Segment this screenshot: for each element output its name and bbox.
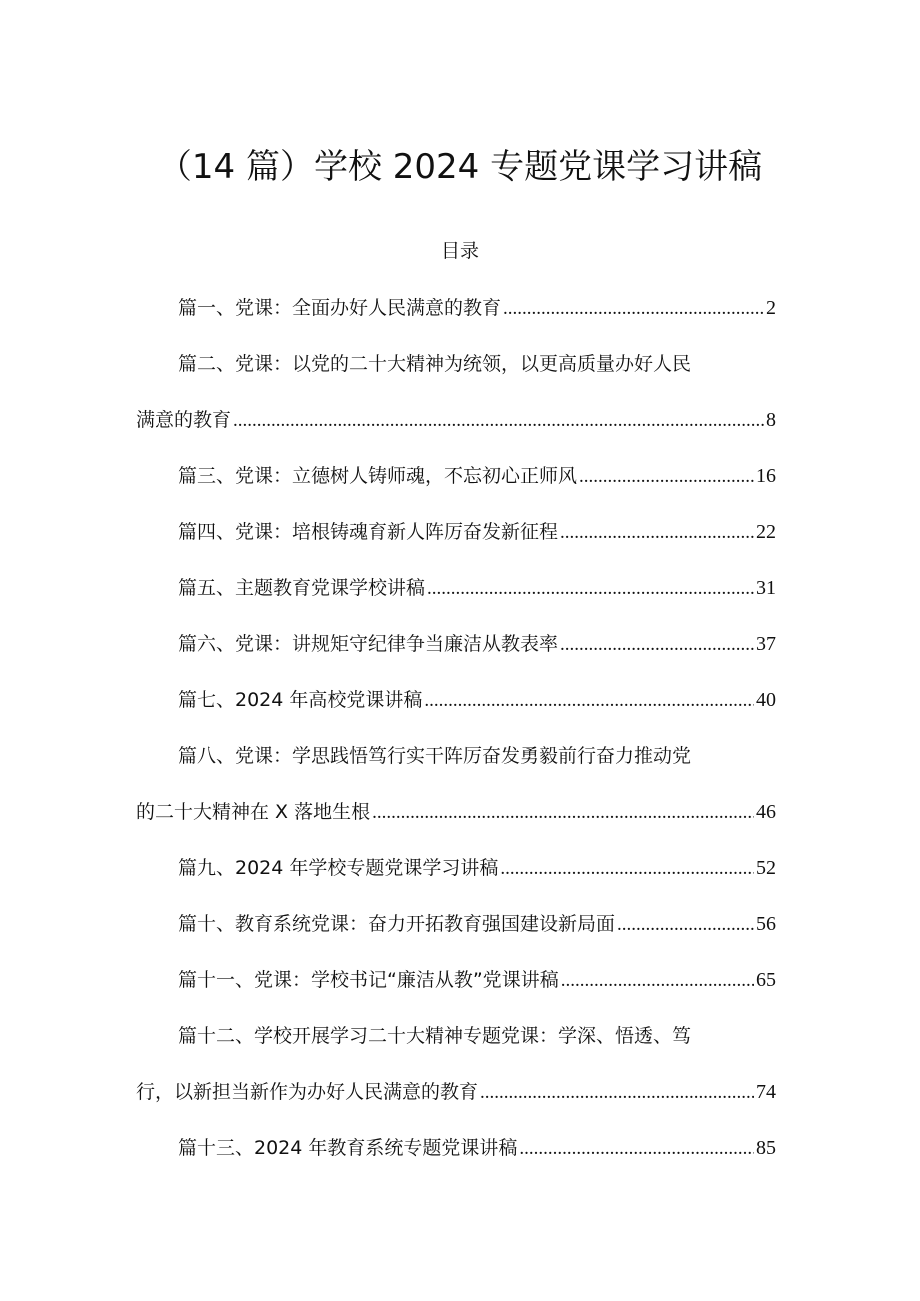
toc-page-number: 2 (766, 297, 776, 319)
toc-entry-title: 篇九、2024 年学校专题党课学习讲稿 (178, 857, 499, 879)
document-title: （14 篇）学校 2024 专题党课学习讲稿 (157, 147, 763, 187)
toc-dot-leader (503, 294, 764, 324)
toc-dot-leader (560, 630, 754, 660)
toc-dot-leader (579, 462, 754, 492)
toc-entry-5[interactable] (178, 573, 776, 603)
toc-dot-leader (372, 798, 754, 828)
toc-dot-leader (424, 686, 754, 716)
toc-entry-title: 篇六、党课：讲规矩守纪律争当廉洁从教表率 (178, 633, 559, 655)
toc-entry-11[interactable] (178, 965, 776, 995)
toc-entry-title: 篇五、主题教育党课学校讲稿 (178, 577, 426, 599)
toc-page-number: 46 (756, 801, 776, 823)
toc-page-number: 37 (756, 633, 776, 655)
toc-dot-leader (560, 518, 754, 548)
toc-dot-leader (617, 910, 754, 940)
toc-dot-leader (561, 966, 754, 996)
toc-page-number: 52 (756, 857, 776, 879)
toc-dot-leader (519, 1134, 754, 1164)
toc-entry-4[interactable] (178, 517, 776, 547)
toc-entry-title: 满意的教育 (136, 409, 232, 431)
toc-entry-2-line-1[interactable] (178, 349, 776, 379)
toc-entry-2-line-2[interactable] (136, 405, 776, 435)
toc-entry-title: 篇二、党课：以党的二十大精神为统领，以更高质量办好人民 (178, 353, 692, 375)
toc-entry-13[interactable] (178, 1133, 776, 1163)
toc-entry-title: 篇十三、2024 年教育系统专题党课讲稿 (178, 1137, 518, 1159)
toc-entry-title: 篇十、教育系统党课：奋力开拓教育强国建设新局面 (178, 913, 616, 935)
toc-page-number: 16 (756, 465, 776, 487)
toc-dot-leader (500, 854, 754, 884)
toc-page-number: 22 (756, 521, 776, 543)
toc-entry-10[interactable] (178, 909, 776, 939)
toc-page-number: 74 (756, 1081, 776, 1103)
toc-entry-title: 篇十二、学校开展学习二十大精神专题党课：学深、悟透、笃 (178, 1025, 692, 1047)
toc-entry-8-line-2[interactable] (136, 797, 776, 827)
toc-entry-1[interactable] (178, 293, 776, 323)
toc-page-number: 85 (756, 1137, 776, 1159)
toc-entry-3[interactable] (178, 461, 776, 491)
toc-entry-title: 篇四、党课：培根铸魂育新人阵厉奋发新征程 (178, 521, 559, 543)
toc-entry-12-line-2[interactable] (136, 1077, 776, 1107)
toc-entry-title: 篇一、党课：全面办好人民满意的教育 (178, 297, 502, 319)
toc-page-number: 40 (756, 689, 776, 711)
toc-page-number: 56 (756, 913, 776, 935)
toc-entry-title: 的二十大精神在 X 落地生根 (136, 801, 371, 823)
toc-page-number: 65 (756, 969, 776, 991)
toc-page-number: 31 (756, 577, 776, 599)
toc-entry-9[interactable] (178, 853, 776, 883)
toc-dot-leader (233, 406, 764, 436)
toc-entry-title: 篇七、2024 年高校党课讲稿 (178, 689, 423, 711)
toc-entry-title: 行，以新担当新作为办好人民满意的教育 (136, 1081, 479, 1103)
toc-page-number: 8 (766, 409, 776, 431)
toc-entry-title: 篇八、党课：学思践悟笃行实干阵厉奋发勇毅前行奋力推动党 (178, 745, 692, 767)
toc-entry-title: 篇三、党课：立德树人铸师魂，不忘初心正师风 (178, 465, 578, 487)
toc-dot-leader (427, 574, 754, 604)
toc-heading: 目录 (440, 240, 479, 262)
toc-dot-leader (480, 1078, 754, 1108)
toc-entry-title: 篇十一、党课：学校书记“廉洁从教”党课讲稿 (178, 969, 559, 991)
toc-entry-12-line-1[interactable] (178, 1021, 776, 1051)
toc-entry-7[interactable] (178, 685, 776, 715)
toc-entry-8-line-1[interactable] (178, 741, 776, 771)
toc-entry-6[interactable] (178, 629, 776, 659)
